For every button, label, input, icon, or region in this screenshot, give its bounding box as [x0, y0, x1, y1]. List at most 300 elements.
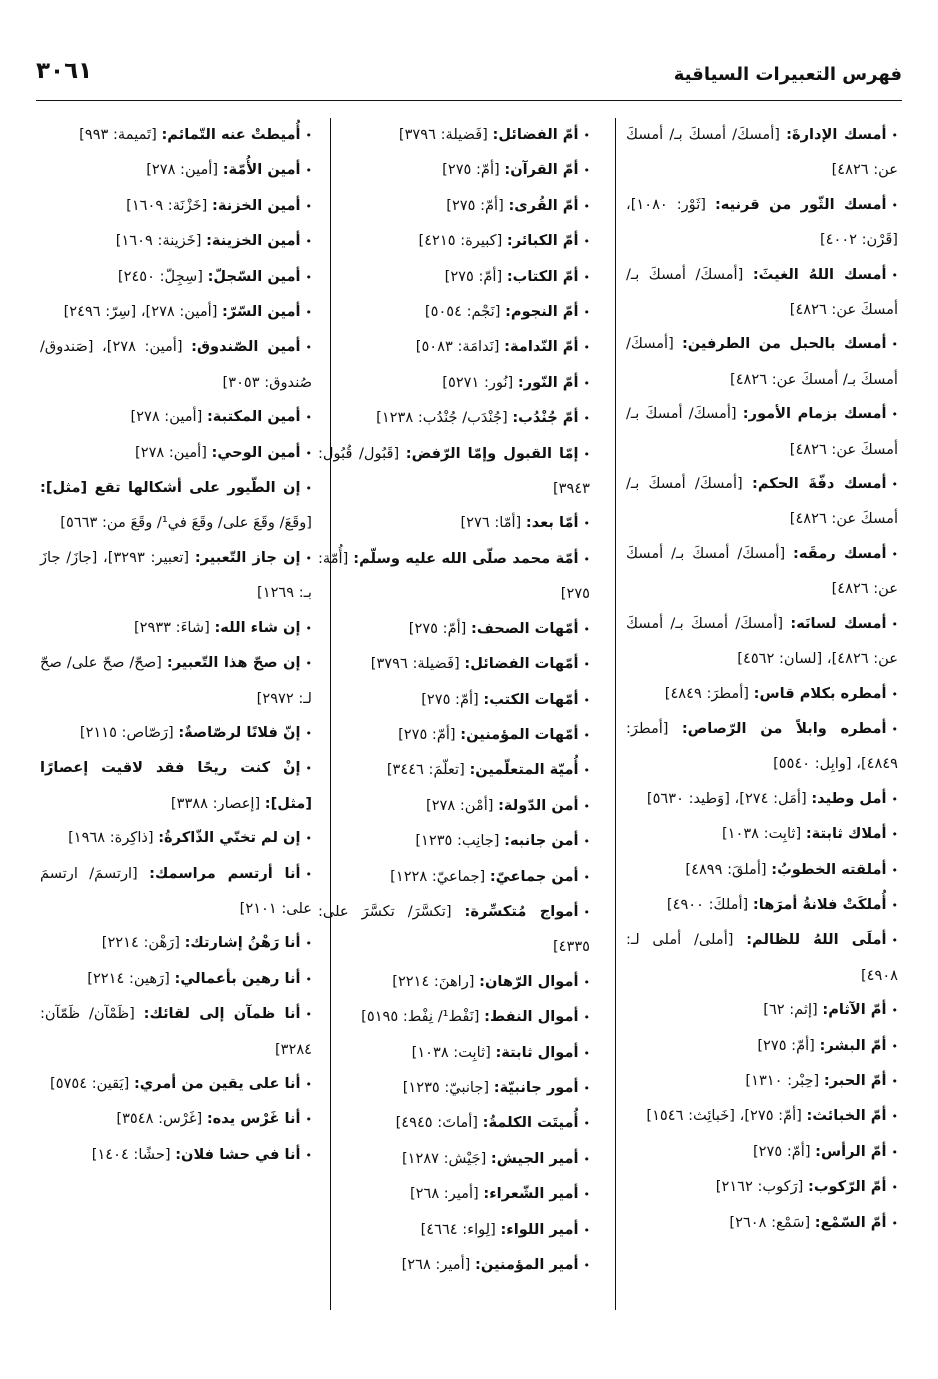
entry-reference: [حشًا: ١٤٠٤]: [91, 1145, 171, 1163]
index-entry: [626, 923, 898, 993]
entry-reference: [أمَل: ٢٧٤]، [وَطيد: ٥٦٣٠]: [646, 789, 807, 807]
page-number: ٣٠٦١: [36, 58, 93, 84]
bullet-icon: •: [583, 1011, 590, 1025]
entry-reference: [أُمّة: ٢٧٥]: [318, 549, 590, 603]
entry-headword: أملَى اللهُ للظالم:: [746, 931, 887, 949]
entry-reference: [أمين: ٢٧٨]، [صَندوق/ صُندوق: ٣٠٥٣]: [40, 338, 312, 391]
index-entry: [40, 471, 312, 541]
index-entry: [318, 366, 590, 401]
bullet-icon: •: [583, 129, 590, 142]
bullet-icon: •: [583, 728, 590, 742]
entry-headword: أمسك الإدارةَ:: [786, 126, 887, 143]
index-entry: [40, 260, 312, 295]
bullet-icon: •: [891, 338, 899, 352]
entry-headword: أمطره بكلام قاس:: [753, 684, 887, 702]
entry-reference: [أمّ: ٢٧٥]: [398, 725, 456, 743]
index-entry: [40, 330, 312, 400]
bullet-icon: •: [891, 1110, 898, 1124]
index-entry: [626, 853, 898, 888]
index-entry: [318, 1036, 590, 1071]
entry-reference: [كبيرة: ٤٢١٥]: [418, 232, 503, 250]
entry-headword: أمين الصّندوق:: [191, 338, 301, 356]
index-entry: [626, 1099, 898, 1134]
entry-headword: أنا في حشا فلان:: [175, 1145, 301, 1163]
index-entry: [40, 118, 312, 153]
entry-headword: إن لم تخنّي الذّاكرةُ:: [158, 829, 301, 847]
index-entry: [40, 611, 312, 646]
index-entry: [626, 1029, 898, 1064]
entry-reference: [أمّ: ٢٧٥]: [408, 619, 467, 637]
entry-reference: [تكسَّرَ/ تكسَّرَ على: ٤٣٣٥]: [318, 902, 590, 956]
bullet-icon: •: [891, 934, 899, 948]
entry-headword: أمسك بزمام الأمور:: [742, 405, 887, 423]
entry-reference: [أمسكَ/ أمسكَ بـ/ أمسكَ عن: ٤٨٢٦]: [626, 475, 898, 528]
bullet-icon: •: [891, 828, 898, 842]
bullet-icon: •: [583, 1081, 590, 1095]
index-entry: [318, 824, 590, 859]
entry-reference: [جانبيّ: ١٢٣٥]: [402, 1078, 490, 1096]
entry-headword: أمّ الحبر:: [823, 1071, 887, 1089]
index-entry: [40, 997, 312, 1067]
index-entry: [318, 1000, 590, 1035]
entry-headword: أموال ثابتة:: [495, 1043, 579, 1061]
index-entry: [318, 753, 590, 788]
entry-headword: أُملكَتْ فلانةُ أمرَها:: [752, 895, 887, 913]
index-entry: [40, 224, 312, 259]
entry-reference: [رَهْن: ٢٢١٤]: [101, 934, 180, 952]
entry-reference: [أمّ: ٢٧٥]: [444, 267, 503, 285]
entry-reference: [أمسكَ/ أمسكَ بـ/ أمسكَ عن: ٤٨٢٦]: [626, 335, 898, 388]
bullet-icon: •: [891, 198, 899, 212]
entry-reference: [أمين: ٢٧٨]: [130, 408, 203, 426]
bullet-icon: •: [305, 1008, 312, 1022]
index-entry: [318, 118, 590, 153]
entry-reference: [أمطرَ: ٤٨٤٩]: [664, 684, 749, 702]
bullet-icon: •: [583, 164, 590, 178]
index-entry: [40, 1138, 312, 1173]
entry-reference: [إثم: ٦٢]: [763, 1001, 818, 1019]
entry-reference: [جماعيّ: ١٢٢٨]: [390, 867, 486, 885]
index-entry: [318, 860, 590, 895]
entry-headword: أمسك دفّةَ الحكم:: [751, 475, 887, 493]
entry-headword: أمين السّرّ:: [222, 303, 301, 321]
index-entry: [626, 1064, 898, 1099]
bullet-icon: •: [305, 621, 312, 635]
entry-reference: [شاءَ: ٢٩٣٣]: [133, 618, 210, 636]
bullet-icon: •: [891, 792, 898, 806]
index-entry: [318, 1071, 590, 1106]
entry-reference: [أمسكَ/ أمسكَ بـ/ أمسكَ عن: ٤٨٢٦]، [لسان: ٤٥٦٢]: [626, 614, 898, 668]
entry-reference: [أملى/ أملى لـ: ٤٩٠٨]: [626, 931, 898, 984]
index-entry: [626, 677, 898, 712]
entry-reference: [يَقين: ٥٧٥٤]: [50, 1074, 130, 1092]
bullet-icon: •: [891, 478, 898, 492]
entry-reference: [ثابِت: ١٠٣٨]: [411, 1043, 491, 1061]
index-entry: [318, 1142, 590, 1177]
entry-reference: [غَرْس: ٣٥٤٨]: [116, 1110, 203, 1128]
entry-reference: [خَزْنَة: ١٦٠٩]: [126, 196, 208, 214]
entry-headword: أمسك اللهُ الغيثَ:: [752, 265, 887, 283]
index-entry: [626, 782, 898, 817]
index-entry: [40, 857, 312, 927]
index-entry: [318, 683, 590, 718]
entry-reference: [أمسكَ/ أمسكَ بـ/ أمسكَ عن: ٤٨٢٦]: [626, 544, 898, 598]
index-entry: [318, 224, 590, 259]
entry-reference: [أمّ: ٢٧٥]: [421, 690, 479, 708]
index-entry: [626, 537, 898, 607]
index-entry: [626, 607, 898, 677]
entry-reference: [أمين: ٢٧٨]: [135, 443, 207, 461]
bullet-icon: •: [891, 617, 898, 631]
entry-reference: [رَصّاص: ٢١١٥]: [79, 723, 174, 741]
index-entry: [40, 646, 312, 716]
entry-headword: أمير الجيش:: [490, 1149, 579, 1167]
index-entry: [40, 436, 312, 471]
entry-headword: أمسك بالحبل من الطرفين:: [681, 335, 887, 353]
entry-reference: [أمطرَ: ٤٨٤٩]، [وابِل: ٥٥٤٠]: [626, 719, 898, 773]
entry-headword: أنا رهين بأعمالي:: [174, 969, 301, 987]
index-entry: [626, 118, 898, 188]
index-entry: [626, 467, 898, 537]
index-entry: [626, 712, 898, 782]
entry-reference: [أمّ: ٢٧٥]: [446, 196, 504, 214]
bullet-icon: •: [891, 1074, 898, 1088]
index-entry: [40, 1067, 312, 1102]
bullet-icon: •: [891, 898, 898, 912]
index-entry: [40, 400, 312, 435]
entry-headword: أمسك رمقَه:: [793, 544, 887, 562]
page-header: [36, 52, 902, 98]
entry-headword: أمين الأُمّة:: [222, 161, 301, 179]
index-entry: [318, 330, 590, 365]
entry-headword: أمّ جُنْدُب:: [512, 409, 579, 427]
entry-reference: [حِبْر: ١٣١٠]: [745, 1071, 820, 1089]
entry-reference: [ارتسمَ/ ارتسمَ على: ٢١٠١]: [40, 864, 312, 917]
entry-reference: [نَدامَة: ٥٠٨٣]: [415, 338, 500, 356]
bullet-icon: •: [583, 270, 590, 284]
index-entry: [626, 397, 898, 467]
entry-headword: أمن الدّولة:: [498, 796, 579, 814]
index-entry: [318, 437, 590, 507]
entry-headword: أمن جانبه:: [504, 832, 579, 850]
entry-reference: [أمّ: ٢٧٥]، [خَبائِث: ١٥٤٦]: [646, 1107, 802, 1125]
entry-headword: أمّ الرأس:: [815, 1142, 887, 1160]
entry-headword: أمواج مُتكسِّرة:: [464, 902, 579, 920]
entry-headword: أمين الخزينة:: [206, 232, 301, 250]
index-entry: [40, 751, 312, 821]
bullet-icon: •: [583, 1259, 590, 1272]
bullet-icon: •: [583, 799, 590, 813]
entry-reference: [فَضيلة: ٣٧٩٦]: [370, 655, 460, 673]
index-entry: [40, 821, 312, 856]
entry-reference: [أمير: ٢٦٨]: [409, 1185, 479, 1203]
index-entry: [40, 541, 312, 611]
bullet-icon: •: [891, 1039, 898, 1053]
index-entry: [626, 888, 898, 923]
index-entry: [318, 1177, 590, 1212]
entry-headword: أمّ النّدامة:: [504, 338, 579, 356]
bullet-icon: •: [583, 1117, 590, 1131]
entry-reference: [رَكوب: ٢١٦٢]: [715, 1178, 804, 1196]
index-entry: [318, 153, 590, 188]
bullet-icon: •: [583, 975, 590, 989]
entry-reference: [أمّ: ٢٧٥]: [442, 161, 500, 179]
entry-reference: [جُنْدَب/ جُنْدُب: ١٢٣٨]: [376, 409, 508, 427]
entry-reference: [سَمْع: ٢٦٠٨]: [729, 1213, 811, 1231]
index-entry: [318, 542, 590, 612]
bullet-icon: •: [583, 622, 590, 636]
entry-reference: [أمّ: ٢٧٥]: [757, 1036, 815, 1054]
entry-headword: أمّ الكتاب:: [506, 267, 579, 285]
index-entry: [40, 962, 312, 997]
entry-reference: [نَفْط¹/ نِفْط: ٥١٩٥]: [361, 1008, 480, 1026]
entry-headword: أمير اللواء:: [500, 1220, 579, 1238]
entry-headword: إن شاء الله:: [214, 618, 301, 636]
entry-headword: أملاك ثابتة:: [805, 825, 887, 843]
bullet-icon: •: [891, 687, 898, 701]
entry-headword: إن الطّيور على أشكالها تقع [مثل]:: [40, 479, 301, 497]
entry-reference: [وقَعَ/ وقَعَ على/ وقَعَ في¹/ وقَعَ من: ٥٦٦٣]: [60, 514, 312, 532]
entry-reference: [نُور: ٥٢٧١]: [442, 373, 514, 391]
entry-reference: [خَزينة: ١٦٠٩]: [115, 232, 202, 250]
entry-headword: أنا رَهْنُ إشارتك:: [184, 934, 301, 952]
bullet-icon: •: [583, 870, 590, 884]
entry-headword: أمل وطيد:: [811, 789, 887, 807]
entry-headword: أملقته الخطوبُ:: [771, 860, 887, 878]
entry-headword: أمّهات الكتب:: [483, 690, 579, 708]
entry-reference: [أمين: ٢٧٨]، [سِرّ: ٢٤٩٦]: [63, 303, 218, 321]
entry-headword: أمين الوحي:: [211, 443, 301, 461]
entry-reference: [جانِب: ١٢٣٥]: [415, 832, 500, 850]
entry-headword: أنا ظمآن إلى لقائك:: [143, 1005, 301, 1023]
entry-reference: [أمسكَ/ أمسكَ بـ/ أمسكَ عن: ٤٨٢٦]: [626, 126, 898, 179]
bullet-icon: •: [583, 1152, 590, 1166]
entry-reference: [تَميمة: ٩٩٣]: [79, 126, 157, 143]
index-entry: [626, 258, 898, 328]
bullet-icon: •: [583, 447, 591, 461]
entry-reference: [لِواء: ٤٦٦٤]: [420, 1220, 496, 1238]
entry-headword: أُميطتْ عنه التّمائم:: [161, 126, 301, 143]
index-entry: [318, 401, 590, 436]
entry-headword: أمّ السّمْع:: [814, 1213, 887, 1231]
entry-headword: أمّهات الصحف:: [471, 619, 579, 637]
bullet-icon: •: [305, 762, 312, 776]
index-entry: [318, 295, 590, 330]
entry-headword: أمين المكتبة:: [206, 408, 301, 426]
bullet-icon: •: [305, 446, 312, 460]
entry-headword: أمطره وابلاً من الرّصاص:: [681, 719, 887, 737]
bullet-icon: •: [305, 657, 312, 671]
entry-reference: [أمسكَ/ أمسكَ بـ/ أمسكَ عن: ٤٨٢٦]: [626, 405, 898, 458]
entry-headword: إمّا القبول وإمّا الرّفض:: [405, 444, 579, 462]
entry-reference: [أملكَ: ٤٩٠٠]: [666, 895, 749, 913]
entry-headword: أمّة محمد صلّى الله عليه وسلّم:: [353, 549, 579, 567]
bullet-icon: •: [583, 552, 590, 566]
index-entry: [626, 1135, 898, 1170]
bullet-icon: •: [583, 835, 590, 849]
bullet-icon: •: [305, 937, 312, 951]
index-entry: [318, 1213, 590, 1248]
entry-headword: إنّ فلانًا لرصّاصةٌ:: [178, 723, 301, 741]
entry-reference: [فَضيلة: ٣٧٩٦]: [398, 126, 488, 143]
index-entry: [626, 1170, 898, 1205]
bullet-icon: •: [305, 270, 312, 284]
index-entry: [318, 895, 590, 965]
bullet-icon: •: [891, 722, 898, 736]
column-divider: [330, 118, 331, 1310]
entry-headword: أمّ النجوم:: [505, 303, 579, 321]
bullet-icon: •: [583, 412, 590, 426]
index-entry: [318, 718, 590, 753]
bullet-icon: •: [583, 306, 590, 320]
entry-headword: أمين السّجلّ:: [207, 267, 301, 285]
bullet-icon: •: [305, 972, 312, 986]
bullet-icon: •: [583, 905, 590, 919]
entry-headword: أمّهات المؤمنين:: [460, 725, 579, 743]
index-entry: [626, 1206, 898, 1241]
entry-reference: [ثَوْر: ١٠٨٠]، [قَرْن: ٤٠٠٢]: [626, 195, 898, 249]
index-entry: [318, 647, 590, 682]
bullet-icon: •: [583, 1046, 590, 1060]
bullet-icon: •: [305, 235, 312, 249]
entry-reference: [أمسكَ/ أمسكَ بـ/ أمسكَ عن: ٤٨٢٦]: [626, 265, 898, 319]
bullet-icon: •: [305, 832, 312, 846]
index-entry: [318, 1106, 590, 1141]
bullet-icon: •: [891, 268, 899, 282]
bullet-icon: •: [891, 863, 898, 877]
page-title: فهرس التعبيرات السياقية: [673, 64, 902, 85]
entry-headword: أمّ الخبائث:: [806, 1107, 887, 1125]
entry-headword: أموال النفط:: [484, 1008, 579, 1026]
bullet-icon: •: [305, 164, 312, 178]
entry-reference: [أمْن: ٢٧٨]: [426, 796, 494, 814]
index-entry: [318, 612, 590, 647]
entry-reference: [ذاكِرة: ١٩٦٨]: [68, 829, 154, 847]
entry-reference: [سِجِلّ: ٢٤٥٠]: [117, 267, 203, 285]
column-divider: [615, 118, 616, 1310]
entry-headword: أنا غَرْس يده:: [206, 1110, 301, 1128]
bullet-icon: •: [583, 341, 590, 355]
column-middle: [318, 118, 590, 1283]
index-entry: [40, 189, 312, 224]
index-entry: [626, 817, 898, 852]
index-entry: [40, 926, 312, 961]
entry-reference: [راهنَ: ٢٢١٤]: [392, 972, 475, 990]
column-right: [626, 118, 898, 1241]
bullet-icon: •: [891, 408, 898, 422]
bullet-icon: •: [305, 199, 312, 213]
entry-headword: إنْ كنت ريحًا فقد لاقيت إعصارًا [مثل]:: [40, 759, 312, 812]
bullet-icon: •: [305, 1148, 312, 1162]
bullet-icon: •: [891, 1145, 898, 1159]
bullet-icon: •: [583, 199, 590, 213]
index-entry: [318, 1248, 590, 1283]
entry-headword: أمسك لسانَه:: [790, 614, 887, 632]
bullet-icon: •: [305, 867, 313, 881]
entry-reference: [أماتَ: ٤٩٤٥]: [395, 1114, 478, 1132]
entry-reference: [ظَمْآن/ ظَمّآن: ٣٢٨٤]: [40, 1005, 312, 1058]
bullet-icon: •: [305, 129, 312, 142]
index-entry: [318, 506, 590, 541]
entry-reference: [قَبُول/ قُبُول: ٣٩٤٣]: [318, 444, 590, 498]
bullet-icon: •: [583, 1188, 590, 1202]
entry-headword: أمن جماعيّ:: [489, 867, 579, 885]
bullet-icon: •: [305, 726, 312, 740]
entry-reference: [أملقَ: ٤٨٩٩]: [685, 860, 767, 878]
bullet-icon: •: [305, 482, 312, 496]
index-entry: [626, 327, 898, 397]
entry-reference: [تعلّمَ: ٣٤٤٦]: [386, 761, 465, 779]
entry-headword: إن جاز التّعبير:: [194, 548, 301, 566]
bullet-icon: •: [583, 693, 590, 707]
bullet-icon: •: [583, 1223, 590, 1237]
entry-reference: [رَهين: ٢٢١٤]: [87, 969, 170, 987]
entry-headword: أمّهات الفضائل:: [464, 655, 579, 673]
bullet-icon: •: [583, 658, 590, 672]
entry-reference: [تعبير: ٣٢٩٣]، [جازَ/ جازَ بـ: ١٢٦٩]: [40, 548, 312, 602]
entry-reference: [إعصار: ٣٣٨٨]: [170, 794, 261, 812]
entry-headword: أمين الخزنة:: [212, 196, 301, 214]
bullet-icon: •: [305, 411, 312, 425]
bullet-icon: •: [583, 235, 590, 249]
entry-reference: [أمير: ٢٦٨]: [401, 1256, 471, 1273]
bullet-icon: •: [305, 341, 313, 355]
entry-reference: [أمّا: ٢٧٦]: [460, 514, 522, 532]
index-entry: [40, 153, 312, 188]
bullet-icon: •: [891, 1181, 898, 1195]
header-rule: [36, 100, 902, 101]
bullet-icon: •: [583, 764, 590, 778]
index-entry: [626, 993, 898, 1028]
entry-headword: أموال الرّهان:: [479, 972, 579, 990]
index-entry: [40, 1102, 312, 1137]
entry-reference: [أمّ: ٢٧٥]: [752, 1142, 811, 1160]
index-entry: [626, 188, 898, 258]
index-entry: [318, 260, 590, 295]
bullet-icon: •: [891, 547, 898, 561]
entry-headword: أمّ الآثام:: [822, 1001, 887, 1019]
entry-headword: أمّ البشر:: [819, 1036, 887, 1054]
entry-headword: أمير الشّعراء:: [483, 1185, 579, 1203]
entry-reference: [صحّ/ صحّ على/ صحّ لـ: ٢٩٧٢]: [40, 654, 312, 707]
entry-headword: أُميّة المتعلّمين:: [469, 761, 579, 779]
bullet-icon: •: [891, 1216, 898, 1230]
entry-headword: أمور جانبيّة:: [493, 1078, 579, 1096]
column-left: [40, 118, 312, 1173]
entry-headword: أمير المؤمنين:: [475, 1256, 579, 1273]
bullet-icon: •: [891, 1004, 898, 1018]
bullet-icon: •: [305, 306, 312, 320]
entry-headword: أمّ الفضائل:: [492, 126, 579, 143]
bullet-icon: •: [305, 1113, 312, 1127]
entry-reference: [نَجْم: ٥٠٥٤]: [424, 303, 501, 321]
bullet-icon: •: [583, 376, 590, 390]
bullet-icon: •: [305, 551, 313, 565]
entry-headword: أُميتَت الكلمةُ:: [482, 1114, 579, 1132]
entry-headword: أنا على يقين من أمري:: [133, 1074, 301, 1092]
entry-headword: أمسك الثّور من قرنيه:: [714, 195, 887, 213]
entry-headword: أمّ القُرى:: [508, 196, 579, 214]
index-entry: [40, 295, 312, 330]
entry-headword: أمّ الرّكوب:: [808, 1178, 887, 1196]
entry-reference: [جَيْش: ١٢٨٧]: [401, 1149, 487, 1167]
entry-reference: [أمين: ٢٧٨]: [146, 161, 219, 179]
index-entry: [318, 965, 590, 1000]
index-entry: [318, 789, 590, 824]
bullet-icon: •: [891, 129, 898, 142]
entry-reference: [ثابِت: ١٠٣٨]: [721, 825, 802, 843]
entry-headword: أمّا بعد:: [525, 514, 579, 532]
